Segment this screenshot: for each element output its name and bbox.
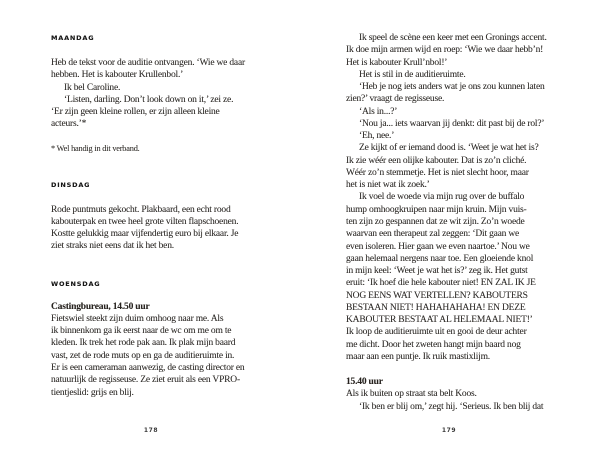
text-line: Het is kabouter Krull’nbol!’ — [346, 57, 448, 68]
page-number-left: 178 — [143, 427, 159, 434]
text-line: Ik speel de scène een keer met een Gronings accent. — [359, 33, 547, 43]
page-left-text-column — [51, 34, 251, 399]
footnote: * Wel handig in dit verband. — [51, 143, 140, 153]
paragraph-block — [346, 388, 552, 413]
text-line: Er is een cameraman aanwezig, de casting director en — [51, 362, 245, 373]
text-line: Het is stil in de auditieruimte. — [359, 69, 466, 80]
text-line: KABOUTER BESTAAT AL HELEMAAL NIET!’ — [346, 315, 533, 326]
paragraph-block — [51, 204, 251, 253]
text-line: Ik zie wéér een olijke kabouter. Dat is zo’n cliché. — [346, 155, 527, 166]
text-line: Fietswiel steekt zijn duim omhoog naar me. Als — [51, 313, 224, 324]
text-line: gaan helemaal nergens naar toe. Een gloeiende knol — [346, 253, 534, 264]
day-heading: MAANDAG — [51, 34, 95, 42]
text-line: maar aan een puntje. Ik ruik mastixlijm. — [346, 351, 490, 362]
time-subheading: 15.40 uur — [346, 377, 383, 388]
text-line: Kostte gelukkig maar vijfendertig euro bij elkaar. Je — [51, 229, 239, 240]
text-line: vast, zet de rode muts op en ga de auditieruimte in. — [51, 350, 235, 361]
text-line: ‘Als in...?’ — [359, 106, 398, 117]
text-line: tientjeslid: grijs en blij. — [51, 387, 134, 398]
text-line: natuurlijk de regisseuse. Ze ziet eruit als een VPRO- — [51, 375, 240, 386]
text-line: Ze kijkt of er iemand dood is. ‘Weet je wat het is? — [359, 143, 539, 154]
text-line: kabouterpak en twee heel grote vilten flapschoenen. — [51, 216, 239, 227]
text-line: NOG EENS WAT VERTELLEN? KABOUTERS — [346, 290, 528, 301]
text-line: Als ik buiten op straat sta belt Koos. — [346, 389, 477, 400]
text-line: even isoleren. Hier gaan we even naartoe.’ Nou we — [346, 241, 530, 252]
text-line: Heb de tekst voor de auditie ontvangen. ‘Wie we daar — [51, 58, 245, 68]
text-line: Wéér zo’n stemmetje. Het is niet slecht hoor, maar — [346, 167, 529, 178]
text-line: acteurs.’* — [51, 119, 87, 130]
text-line: Ik voel de woede via mijn rug over de buffalo — [359, 192, 525, 203]
text-line: me dicht. Door het zweten hangt mijn baard nog — [346, 339, 521, 350]
text-line: hump omhoogkruipen naar mijn kruin. Mijn vuis- — [346, 204, 527, 215]
text-line: eruit: ‘Ik hoef die hele kabouter niet! EN ZAL IK JE — [346, 278, 536, 289]
day-heading: WOENSDAG — [51, 279, 101, 288]
text-line: ‘Er zijn geen kleine rollen, er zijn alleen kleine — [51, 107, 220, 118]
text-line: zien?’ vraagt de regisseuse. — [346, 94, 445, 105]
text-line: ‘Eh, nee.’ — [359, 131, 395, 142]
text-line: Ik bel Caroline. — [64, 82, 121, 93]
text-line: ‘Nou ja... iets waarvan jij denkt: dit past bij de rol?’ — [359, 118, 545, 129]
paragraph-block — [51, 57, 251, 131]
page-right-text-column — [346, 32, 552, 413]
text-line: ‘Ik ben er blij om,’ zegt hij. ‘Serieus. Ik ben blij dat — [359, 401, 544, 412]
day-heading: DINSDAG — [51, 180, 91, 189]
page-number-right: 179 — [441, 427, 457, 434]
paragraph-block — [346, 32, 552, 363]
text-line: in mijn keel: ‘Weet je wat het is?’ zeg ik. Het gutst — [346, 266, 528, 277]
page-right — [346, 0, 552, 462]
text-line: waarvan een therapeut zal zeggen: ‘Dit gaan we — [346, 229, 520, 240]
text-line: Ik doe mijn armen wijd en roep: ‘Wie we daar hebb’n! — [346, 45, 544, 56]
paragraph-block — [51, 313, 251, 399]
text-line: ‘Heb je nog iets anders wat je ons zou kunnen laten — [359, 82, 545, 93]
text-line: ‘Listen, darling. Don’t look down on it,’ zei ze. — [64, 94, 234, 105]
time-subheading: Castingbureau, 14.50 uur — [51, 301, 150, 312]
page-left — [51, 0, 251, 462]
text-line: kleden. Ik trek het rode pak aan. Ik plak mijn baard — [51, 338, 236, 349]
text-line: Rode puntmuts gekocht. Plakbaard, een echt rood — [51, 204, 231, 215]
text-line: ik binnenkom ga ik eerst naar de wc om me om te — [51, 326, 232, 337]
text-line: BESTAAN NIET! HAHAHAHAHA! EN DEZE — [346, 302, 526, 313]
text-line: hebben. Het is kabouter Krullenbol.’ — [51, 70, 184, 81]
text-line: ziet straks niet eens dat ik het ben. — [51, 241, 174, 252]
text-line: ten zijn zo gespannen dat ze wit zijn. Zo’n woede — [346, 216, 525, 227]
text-line: Ik loop de auditieruimte uit en gooi de deur achter — [346, 327, 527, 338]
text-line: het is niet wat ik zoek.’ — [346, 180, 430, 191]
